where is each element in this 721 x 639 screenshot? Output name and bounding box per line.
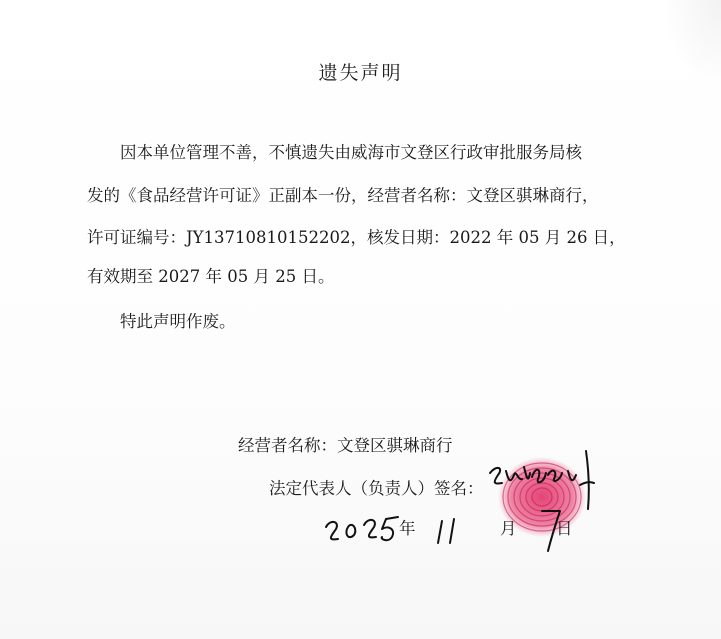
date-month-label: 月 — [500, 519, 517, 538]
body-line-4: 有效期至 2027 年 05 月 25 日。 — [87, 267, 335, 286]
representative-label: 法定代表人（负责人）签名： — [269, 479, 484, 498]
body-line-2: 发的《食品经营许可证》正副本一份，经营者名称：文登区骐琳商行， — [87, 186, 599, 205]
operator-name-line: 经营者名称：文登区骐琳商行 — [238, 436, 453, 455]
body-line-3: 许可证编号：JY13710810152202，核发日期：2022 年 05 月 26 日， — [87, 228, 626, 247]
date-year-label: 年 — [399, 519, 416, 538]
handwritten-date — [320, 505, 590, 555]
body-line-5: 特此声明作废。 — [120, 312, 236, 331]
body-line-1: 因本单位管理不善，不慎遗失由威海市文登区行政审批服务局核 — [120, 143, 582, 162]
date-day-label: 日 — [556, 519, 573, 538]
page-title: 遗失声明 — [318, 62, 403, 84]
